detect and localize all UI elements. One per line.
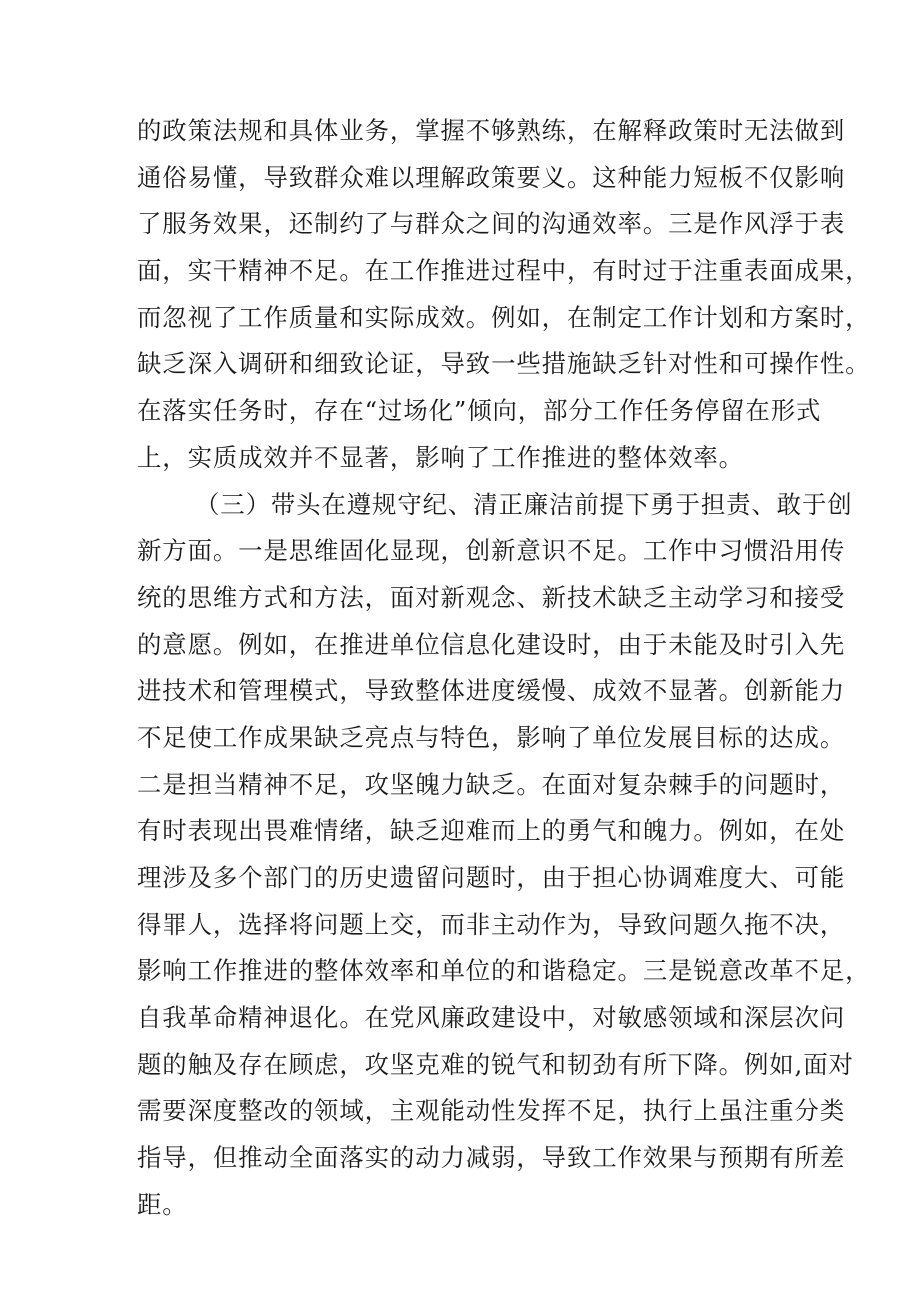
document-body bbox=[137, 108, 871, 1229]
text-line-21: 题的触及存在顾虑，攻坚克难的锐气和韧劲有所下降。例如,面对 bbox=[137, 1049, 854, 1079]
text-line-8: 上，实质成效并不显著，影响了工作推进的整体效率。 bbox=[137, 442, 744, 472]
text-line-7: 在落实任务时，存在“过场化”倾向，部分工作任务停留在形式 bbox=[137, 396, 822, 426]
text-line-1: 的政策法规和具体业务，掌握不够熟练，在解释政策时无法做到 bbox=[137, 116, 846, 145]
text-line-2: 通俗易懂，导致群众难以理解政策要义。这种能力短板不仅影响 bbox=[137, 162, 846, 192]
text-line-17: 理涉及多个部门的历史遗留问题时，由于担心协调难度大、可能 bbox=[137, 863, 846, 892]
text-line-6: 缺乏深入调研和细致论证，导致一些措施缺乏针对性和可操作性。 bbox=[137, 349, 871, 379]
text-line-18: 得罪人，选择将问题上交，而非主动作为，导致问题久拖不决， bbox=[137, 909, 846, 939]
text-line-23: 指导，但推动全面落实的动力减弱，导致工作效果与预期有所差 bbox=[137, 1143, 846, 1173]
text-line-22: 需要深度整改的领域，主观能动性发挥不足，执行上虽注重分类 bbox=[137, 1096, 846, 1126]
text-line-15: 二是担当精神不足，攻坚魄力缺乏。在面对复杂棘手的问题时， bbox=[137, 769, 846, 799]
text-line-19: 影响工作推进的整体效率和单位的和谐稳定。三是锐意改革不足， bbox=[137, 956, 871, 986]
text-line-5: 而忽视了工作质量和实际成效。例如，在制定工作计划和方案时， bbox=[137, 302, 871, 332]
text-line-14: 不足使工作成果缺乏亮点与特色，影响了单位发展目标的达成。 bbox=[137, 722, 846, 752]
text-line-11: 统的思维方式和方法，面对新观念、新技术缺乏主动学习和接受 bbox=[137, 582, 846, 612]
text-line-10: 新方面。一是思维固化显现，创新意识不足。工作中习惯沿用传 bbox=[137, 536, 846, 566]
text-line-13: 进技术和管理模式，导致整体进度缓慢、成效不显著。创新能力 bbox=[137, 676, 846, 706]
text-line-4: 面，实干精神不足。在工作推进过程中，有时过于注重表面成果， bbox=[137, 256, 871, 286]
text-line-3: 了服务效果，还制约了与群众之间的沟通效率。三是作风浮于表 bbox=[137, 209, 846, 239]
text-line-20: 自我革命精神退化。在党风廉政建设中，对敏感领域和深层次问 bbox=[137, 1003, 846, 1033]
section-heading-line: （三）带头在遵规守纪、清正廉洁前提下勇于担责、敢于创 bbox=[195, 489, 853, 519]
text-line-16: 有时表现出畏难情绪，缺乏迎难而上的勇气和魄力。例如，在处 bbox=[137, 816, 846, 846]
text-line-24: 距。 bbox=[137, 1189, 188, 1219]
text-line-12: 的意愿。例如，在推进单位信息化建设时，由于未能及时引入先 bbox=[137, 629, 846, 659]
